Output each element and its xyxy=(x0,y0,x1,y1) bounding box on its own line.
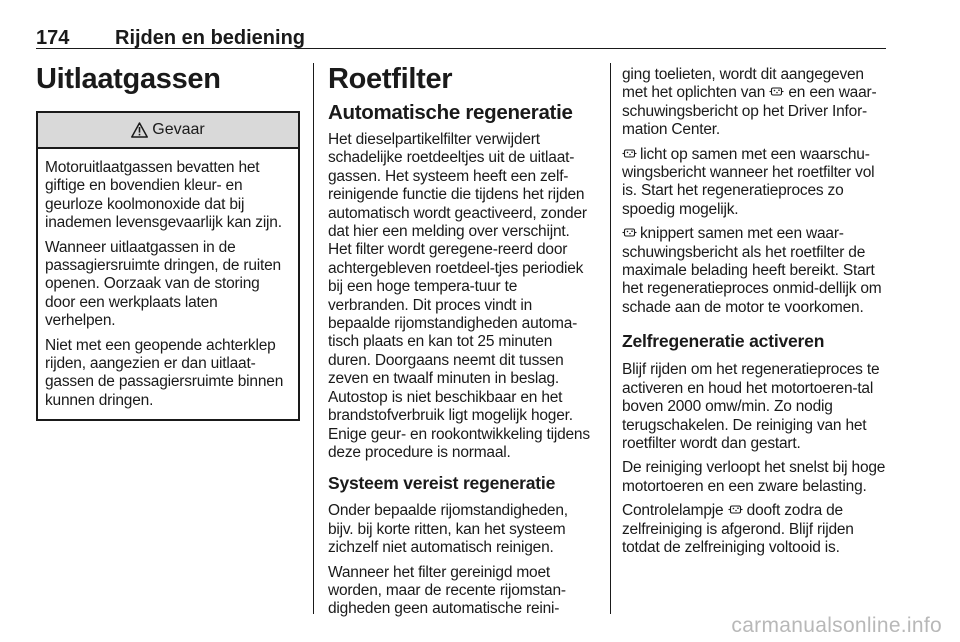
paragraph xyxy=(622,502,888,557)
chapter-title: Rijden en bediening xyxy=(115,27,306,49)
warning-paragraph: Motoruitlaatgassen bevatten het giftige en bovendien kleur- en geurloze koolmonoxide dat bij inademen levensgevaarlijk kan zijn. xyxy=(45,159,282,232)
section-title-exhaust: Uitlaatgassen xyxy=(36,63,221,95)
page-header xyxy=(36,26,886,49)
subheading-activate-self-regeneration: Zelfregeneratie activeren xyxy=(622,331,825,352)
section-title-filter: Roetfilter xyxy=(328,63,453,95)
paragraph: Onder bepaalde rijomstandigheden, bijv. bij korte ritten, kan het systeem zichzelf niet automatisch reinigen. xyxy=(328,502,568,557)
paragraph: Wanneer het filter gereinigd moet worden, maar de recente rijomstan-digheden geen automatische reini- xyxy=(328,563,566,618)
paragraph xyxy=(622,225,888,317)
text-run: ging toelieten, wordt dit aangegeven met het oplichten van xyxy=(622,66,864,102)
danger-warning-box xyxy=(36,111,300,421)
page-number: 174 xyxy=(36,27,70,49)
text-run: knippert samen met een waar-schuwingsbericht als het roetfilter de maximale belading heeft bereikt. Start het regeneratieproces onmid-dellijk om schade aan de motor te voorkomen. xyxy=(622,225,882,316)
text-run: en een waar-schuwingsbericht op het Driver Infor-mation Center. xyxy=(622,84,877,139)
text-run: licht op samen met een waarschu-wingsbericht wanneer het roetfilter vol is. Start het regeneratieproces zo spoedig mogelijk. xyxy=(622,145,875,218)
warning-paragraph: Niet met een geopende achterklep rijden, aangezien er dan uitlaat-gassen de passagiersruimte binnen kunnen dringen. xyxy=(45,336,284,409)
paragraph: Blijf rijden om het regeneratieproces te activeren en houd het motortoeren-tal boven 2000 omw/min. Zo nodig terugschakelen. De reiniging van het roetfilter wordt dan gestart. xyxy=(622,361,880,452)
warning-body xyxy=(38,149,298,419)
column-continued xyxy=(622,66,888,557)
text-run: dooft zodra de zelfreiniging is afgerond. Blijf rijden totdat de zelfreiniging voltooid is. xyxy=(622,502,854,556)
warning-label: Gevaar xyxy=(152,121,205,138)
column-divider xyxy=(610,63,611,614)
warning-header xyxy=(38,113,298,149)
warning-triangle-icon xyxy=(131,122,148,138)
column-particulate-filter xyxy=(328,62,592,619)
subheading-system-requires-regeneration: Systeem vereist regeneratie xyxy=(328,473,556,494)
paragraph: Het dieselpartikelfilter verwijdert schadelijke roetdeeltjes uit de uitlaat-gassen. Het systeem heeft een zelf-reinigende functie die tijdens het rijden automatisch wordt geactiveerd, zonder dat hier een melding over verschijnt. Het filter wordt geregene-reerd door achtergebleven roetdeel-tjes periodiek bij een hoge tempera-tuur te verbranden. Dit proces vindt in bepaalde rijomstandigheden automa-tisch plaats en kan tot 25 minuten duren. Doorgaans neemt dit tussen zeven en twaalf minuten in beslag. Autostop is niet beschikbaar en het brandstofverbruik ligt mogelijk hoger. Enige geur- en rookontwikkeling tijdens deze procedure is normaal. xyxy=(328,131,590,461)
text-run: Controlelampje xyxy=(622,502,724,520)
paragraph xyxy=(622,66,888,140)
diesel-particulate-filter-icon xyxy=(728,503,743,516)
warning-paragraph: Wanneer uitlaatgassen in de passagiersruimte dringen, de ruiten openen. Oorzaak van de storing door een werkplaats laten verhelpen. xyxy=(45,238,281,330)
diesel-particulate-filter-icon xyxy=(622,226,637,239)
column-exhaust xyxy=(36,62,298,421)
paragraph xyxy=(622,146,888,220)
column-divider xyxy=(313,63,314,614)
subheading-auto-regeneration: Automatische regeneratie xyxy=(328,101,573,124)
paragraph: De reiniging verloopt het snelst bij hoge motortoeren en een zware belasting. xyxy=(622,459,886,495)
diesel-particulate-filter-icon xyxy=(769,85,784,98)
diesel-particulate-filter-icon xyxy=(622,147,637,160)
watermark: carmanualsonline.info xyxy=(731,614,942,637)
